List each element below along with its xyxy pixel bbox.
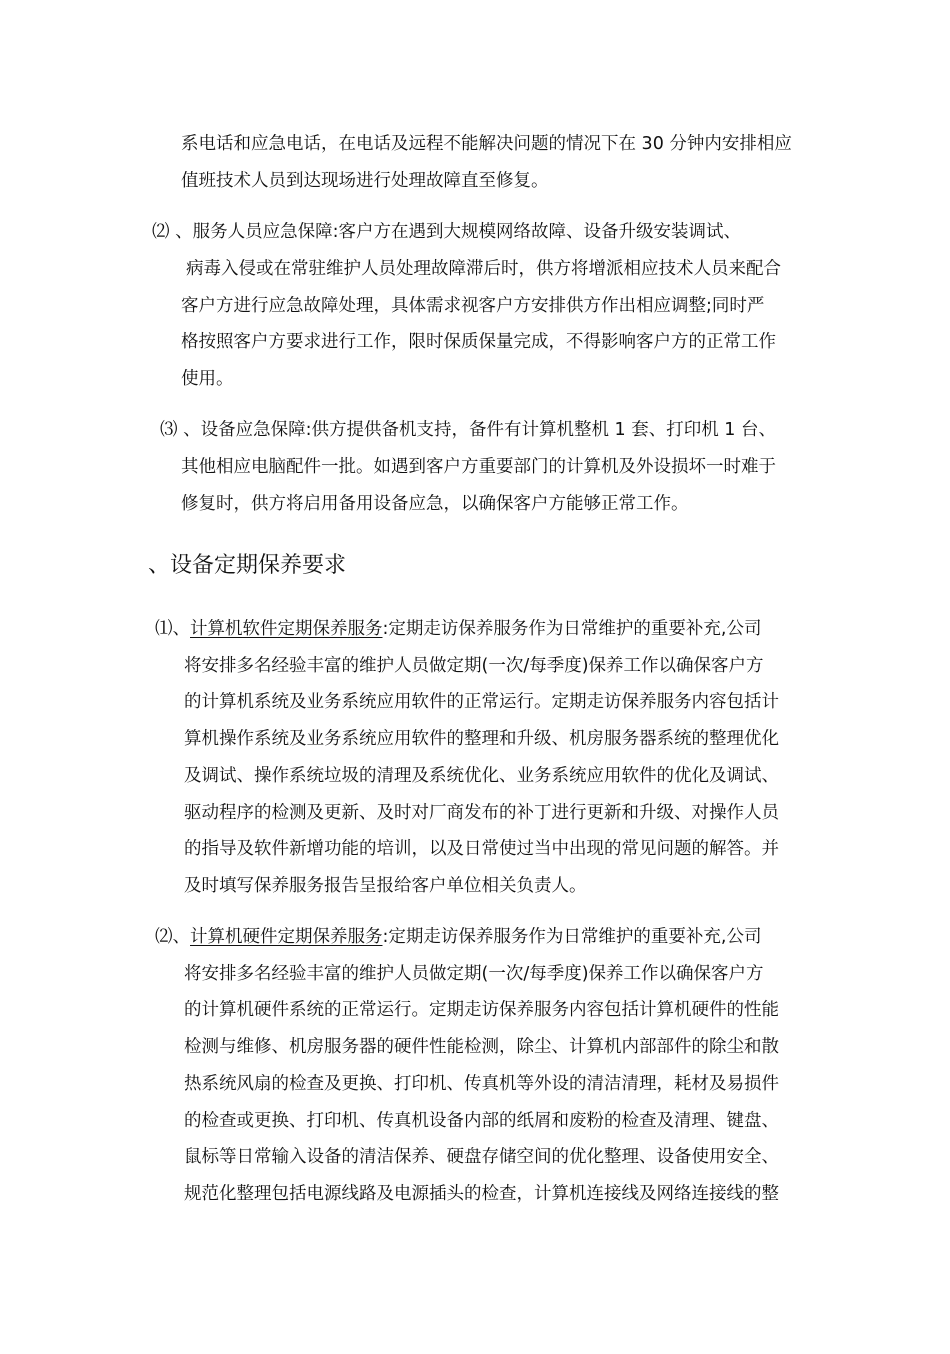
maint-1-line: 的指导及软件新增功能的培训，以及日常使过当中出现的常见问题的解答。并 — [184, 839, 779, 859]
maint-2-line: 的计算机硬件系统的正常运行。定期走访保养服务内容包括计算机硬件的性能 — [184, 1000, 779, 1020]
item-3-line: 其他相应电脑配件一批。如遇到客户方重要部门的计算机及外设损坏一时难于 — [181, 457, 776, 477]
maint-2-line: 检测与维修、机房服务器的硬件性能检测，除尘、计算机内部部件的除尘和散 — [184, 1037, 779, 1057]
maint-1-title: 计算机软件定期保养服务 — [190, 619, 383, 639]
maint-2-line: 将安排多名经验丰富的维护人员做定期(一次/每季度)保养工作以确保客户方 — [184, 964, 764, 984]
maint-1-line: 的计算机系统及业务系统应用软件的正常运行。定期走访保养服务内容包括计 — [184, 692, 779, 712]
maint-2-line: 热系统风扇的检查及更换、打印机、传真机等外设的清洁清理，耗材及易损件 — [184, 1074, 779, 1094]
maint-2-line: 的检查或更换、打印机、传真机设备内部的纸屑和废粉的检查及清理、键盘、 — [184, 1111, 779, 1131]
item-3-first-line — [160, 418, 776, 442]
item-2-line: 使用。 — [181, 369, 234, 389]
maint-2-title: 计算机硬件定期保养服务 — [190, 927, 383, 947]
item-2-line: 格按照客户方要求进行工作，限时保质保量完成，不得影响客户方的正常工作 — [181, 332, 776, 352]
maint-2-marker: ⑵、 — [155, 927, 190, 947]
item-2-line: 客户方进行应急故障处理，具体需求视客户方安排供方作出相应调整;同时严 — [181, 296, 765, 316]
maint-2-first-text: :定期走访保养服务作为日常维护的重要补充,公司 — [382, 927, 762, 947]
maint-2-first-line — [155, 925, 761, 949]
continuation-line: 值班技术人员到达现场进行处理故障直至修复。 — [181, 171, 549, 191]
item-3-marker: ⑶ — [160, 420, 178, 440]
maint-1-line: 算机操作系统及业务系统应用软件的整理和升级、机房服务器系统的整理优化 — [184, 729, 779, 749]
item-2-marker: ⑵ — [152, 222, 170, 242]
item-3-text: 、设备应急保障:供方提供备机支持，备件有计算机整机 1 套、打印机 1 台、 — [183, 420, 776, 440]
continuation-line: 系电话和应急电话，在电话及远程不能解决问题的情况下在 30 分钟内安排相应 — [181, 134, 792, 154]
maint-1-line: 及调试、操作系统垃圾的清理及系统优化、业务系统应用软件的优化及调试、 — [184, 766, 779, 786]
maint-1-first-text: :定期走访保养服务作为日常维护的重要补充,公司 — [382, 619, 762, 639]
maint-1-first-line — [155, 617, 761, 641]
maint-2-line: 鼠标等日常输入设备的清洁保养、硬盘存储空间的优化整理、设备使用安全、 — [184, 1147, 779, 1167]
maint-2-line: 规范化整理包括电源线路及电源插头的检查，计算机连接线及网络连接线的整 — [184, 1184, 779, 1204]
item-3-line: 修复时，供方将启用备用设备应急，以确保客户方能够正常工作。 — [181, 494, 689, 514]
item-2-line: 病毒入侵或在常驻维护人员处理故障滞后时，供方将增派相应技术人员来配合 — [186, 259, 781, 279]
item-2-first-line — [152, 220, 741, 244]
maint-1-line: 将安排多名经验丰富的维护人员做定期(一次/每季度)保养工作以确保客户方 — [184, 656, 764, 676]
maint-1-line: 及时填写保养服务报告呈报给客户单位相关负责人。 — [184, 876, 587, 896]
maint-1-marker: ⑴、 — [155, 619, 190, 639]
section-heading: 、设备定期保养要求 — [148, 553, 347, 578]
item-2-text: 、服务人员应急保障:客户方在遇到大规模网络故障、设备升级安装调试、 — [175, 222, 741, 242]
maint-1-line: 驱动程序的检测及更新、及时对厂商发布的补丁进行更新和升级、对操作人员 — [184, 803, 779, 823]
